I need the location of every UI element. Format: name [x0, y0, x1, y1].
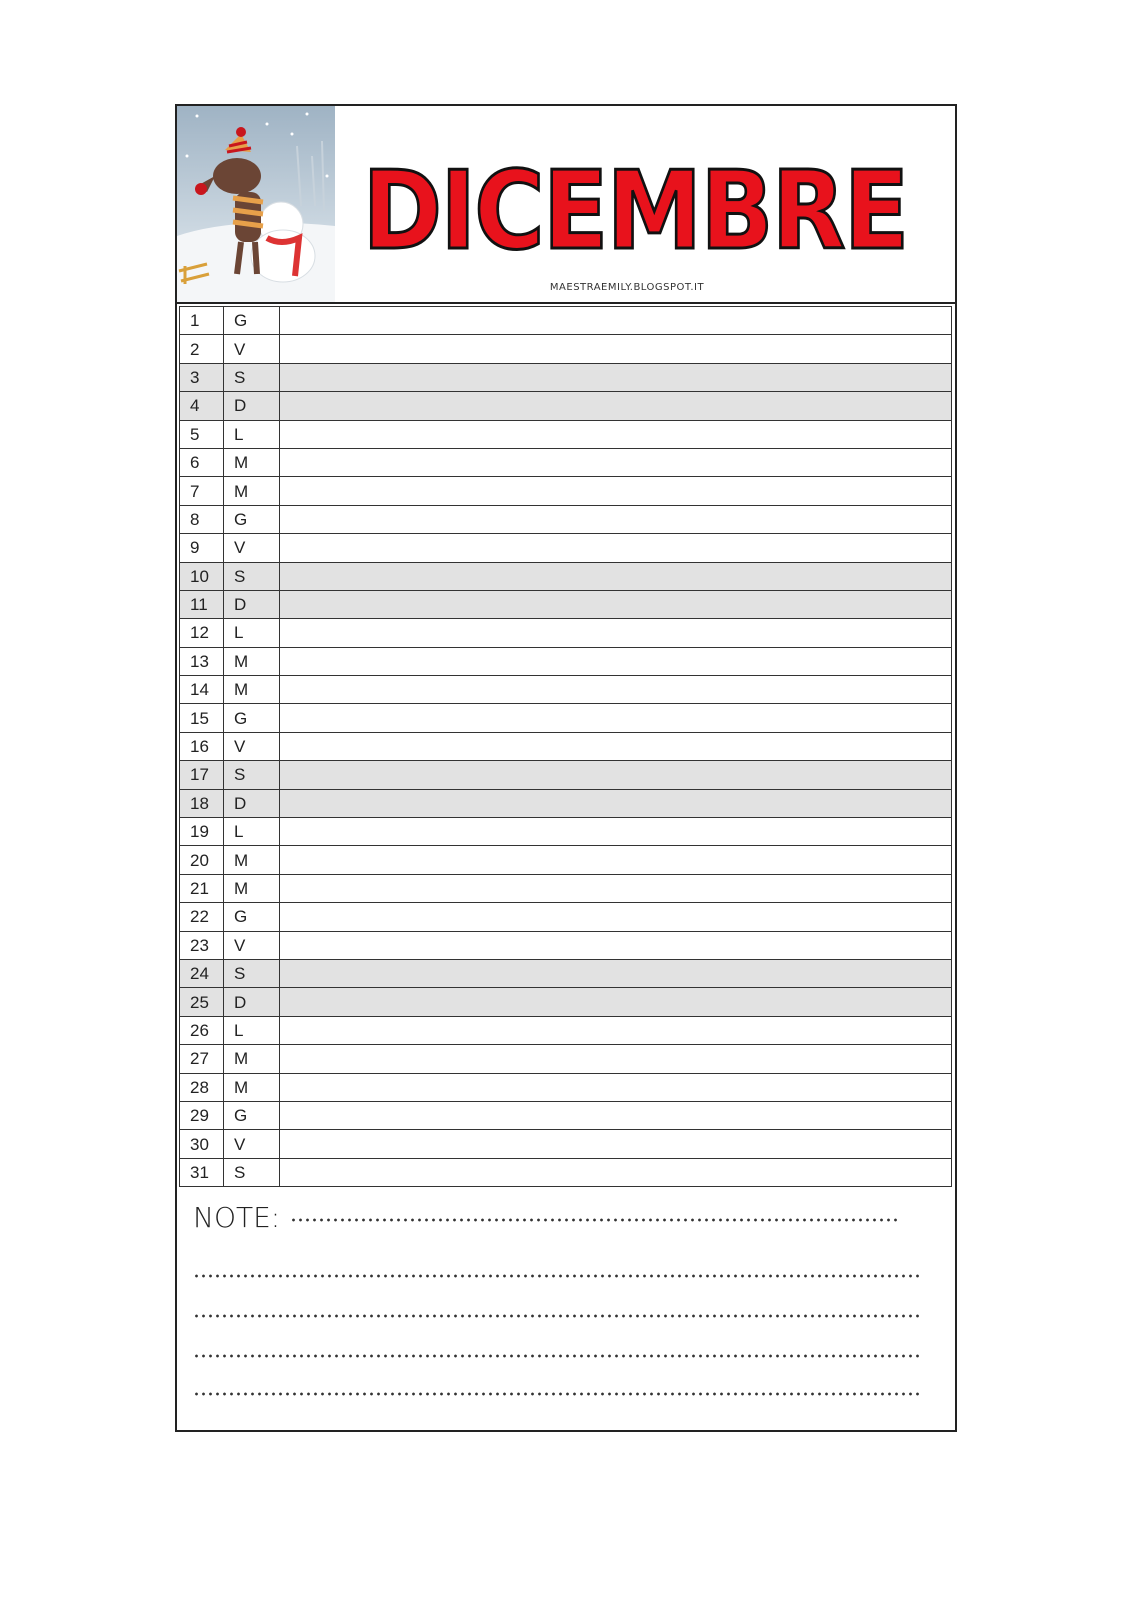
weekday-letter: D [224, 988, 280, 1016]
day-number: 15 [180, 704, 224, 732]
day-number: 28 [180, 1073, 224, 1101]
day-number: 13 [180, 647, 224, 675]
day-row [180, 846, 952, 874]
day-row [180, 307, 952, 335]
notes-line-2[interactable] [193, 1273, 921, 1279]
day-row [180, 1101, 952, 1129]
day-note-cell[interactable] [280, 818, 952, 846]
day-row [180, 732, 952, 760]
weekday-letter: V [224, 534, 280, 562]
day-note-cell[interactable] [280, 363, 952, 391]
day-row [180, 647, 952, 675]
weekday-letter: D [224, 392, 280, 420]
day-row [180, 534, 952, 562]
day-number: 16 [180, 732, 224, 760]
notes-label: NOTE: [193, 1201, 281, 1234]
day-number: 24 [180, 959, 224, 987]
day-note-cell[interactable] [280, 335, 952, 363]
winter-illustration [177, 106, 335, 302]
day-note-cell[interactable] [280, 534, 952, 562]
day-number: 17 [180, 761, 224, 789]
day-number: 12 [180, 619, 224, 647]
day-note-cell[interactable] [280, 931, 952, 959]
day-number: 7 [180, 477, 224, 505]
notes-section [177, 1179, 955, 1430]
day-row [180, 1016, 952, 1044]
day-number: 21 [180, 874, 224, 902]
weekday-letter: V [224, 931, 280, 959]
day-number: 1 [180, 307, 224, 335]
day-row [180, 477, 952, 505]
day-note-cell[interactable] [280, 1130, 952, 1158]
blog-url: MAESTRAEMILY.BLOGSPOT.IT [549, 282, 705, 293]
day-table [179, 306, 952, 1187]
day-row [180, 1073, 952, 1101]
day-row [180, 789, 952, 817]
day-row [180, 931, 952, 959]
day-number: 2 [180, 335, 224, 363]
month-title [355, 156, 915, 266]
day-number: 4 [180, 392, 224, 420]
weekday-letter: S [224, 363, 280, 391]
month-title-text: DICEMBRE [362, 156, 908, 266]
day-row [180, 1130, 952, 1158]
day-note-cell[interactable] [280, 676, 952, 704]
weekday-letter: M [224, 647, 280, 675]
weekday-letter: S [224, 959, 280, 987]
weekday-letter: D [224, 789, 280, 817]
day-number: 23 [180, 931, 224, 959]
day-note-cell[interactable] [280, 704, 952, 732]
day-note-cell[interactable] [280, 392, 952, 420]
day-note-cell[interactable] [280, 505, 952, 533]
day-number: 18 [180, 789, 224, 817]
day-number: 10 [180, 562, 224, 590]
weekday-letter: D [224, 590, 280, 618]
day-row [180, 874, 952, 902]
day-note-cell[interactable] [280, 988, 952, 1016]
weekday-letter: M [224, 477, 280, 505]
weekday-letter: M [224, 874, 280, 902]
day-note-cell[interactable] [280, 647, 952, 675]
weekday-letter: V [224, 732, 280, 760]
day-number: 9 [180, 534, 224, 562]
weekday-letter: L [224, 619, 280, 647]
day-note-cell[interactable] [280, 959, 952, 987]
weekday-letter: G [224, 505, 280, 533]
weekday-letter: G [224, 903, 280, 931]
day-number: 8 [180, 505, 224, 533]
day-note-cell[interactable] [280, 448, 952, 476]
day-note-cell[interactable] [280, 761, 952, 789]
wolf-snowman-image [177, 106, 335, 302]
weekday-letter: V [224, 335, 280, 363]
day-number: 5 [180, 420, 224, 448]
day-number: 31 [180, 1158, 224, 1186]
day-row [180, 818, 952, 846]
day-row [180, 590, 952, 618]
day-row [180, 392, 952, 420]
day-number: 3 [180, 363, 224, 391]
day-row [180, 448, 952, 476]
day-number: 26 [180, 1016, 224, 1044]
weekday-letter: M [224, 1045, 280, 1073]
day-note-cell[interactable] [280, 1073, 952, 1101]
day-number: 22 [180, 903, 224, 931]
day-row [180, 619, 952, 647]
day-note-cell[interactable] [280, 1045, 952, 1073]
day-number: 25 [180, 988, 224, 1016]
day-note-cell[interactable] [280, 903, 952, 931]
day-row [180, 988, 952, 1016]
header [177, 106, 955, 304]
weekday-letter: M [224, 846, 280, 874]
weekday-letter: G [224, 1101, 280, 1129]
weekday-letter: G [224, 704, 280, 732]
weekday-letter: M [224, 448, 280, 476]
weekday-letter: L [224, 420, 280, 448]
day-note-cell[interactable] [280, 420, 952, 448]
calendar-page [175, 104, 957, 1432]
weekday-letter: S [224, 1158, 280, 1186]
notes-line-5[interactable] [193, 1391, 923, 1397]
notes-line-3[interactable] [193, 1313, 921, 1319]
day-number: 27 [180, 1045, 224, 1073]
day-number: 14 [180, 676, 224, 704]
weekday-letter: L [224, 818, 280, 846]
day-row [180, 505, 952, 533]
day-note-cell[interactable] [280, 846, 952, 874]
day-number: 11 [180, 590, 224, 618]
day-row [180, 704, 952, 732]
weekday-letter: M [224, 676, 280, 704]
weekday-letter: S [224, 761, 280, 789]
day-note-cell[interactable] [280, 874, 952, 902]
day-row [180, 676, 952, 704]
day-note-cell[interactable] [280, 1101, 952, 1129]
day-number: 6 [180, 448, 224, 476]
day-note-cell[interactable] [280, 477, 952, 505]
day-number: 30 [180, 1130, 224, 1158]
day-row [180, 959, 952, 987]
day-row [180, 903, 952, 931]
day-row [180, 761, 952, 789]
day-row [180, 363, 952, 391]
day-number: 29 [180, 1101, 224, 1129]
day-row [180, 335, 952, 363]
day-note-cell[interactable] [280, 307, 952, 335]
day-note-cell[interactable] [280, 590, 952, 618]
day-number: 19 [180, 818, 224, 846]
day-number: 20 [180, 846, 224, 874]
weekday-letter: V [224, 1130, 280, 1158]
notes-line-1[interactable] [290, 1217, 900, 1223]
day-row [180, 1045, 952, 1073]
weekday-letter: G [224, 307, 280, 335]
day-note-cell[interactable] [280, 1016, 952, 1044]
day-row [180, 562, 952, 590]
day-row [180, 420, 952, 448]
weekday-letter: S [224, 562, 280, 590]
notes-line-4[interactable] [193, 1353, 921, 1359]
day-note-cell[interactable] [280, 619, 952, 647]
day-note-cell[interactable] [280, 789, 952, 817]
day-note-cell[interactable] [280, 562, 952, 590]
weekday-letter: M [224, 1073, 280, 1101]
day-note-cell[interactable] [280, 732, 952, 760]
weekday-letter: L [224, 1016, 280, 1044]
